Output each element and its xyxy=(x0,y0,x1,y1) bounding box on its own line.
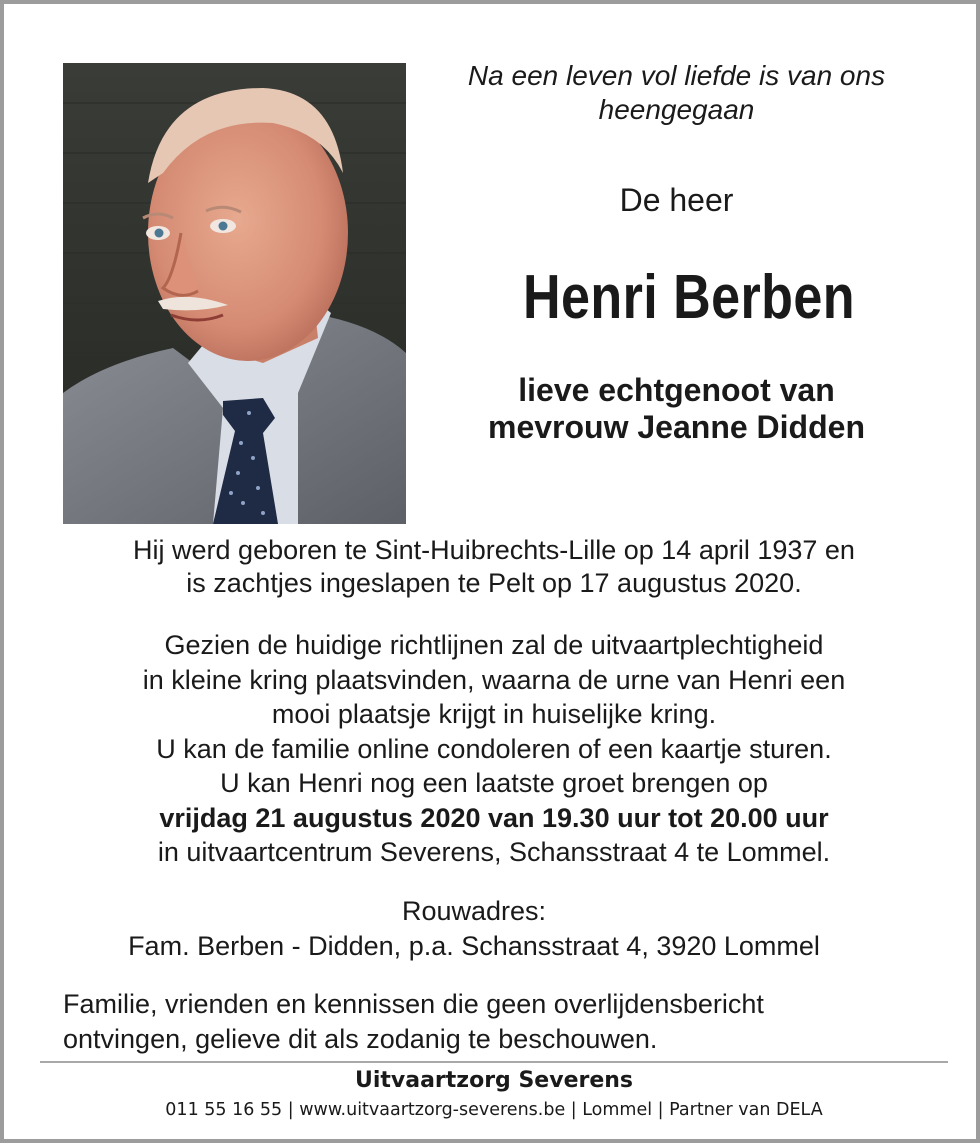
funeral-line: mooi plaatsje krijgt in huiselijke kring. xyxy=(271,699,717,729)
company-contact: 011 55 16 55 | www.uitvaartzorg-severens.be | Lommel | Partner van DELA xyxy=(165,1100,823,1120)
footer-divider xyxy=(40,1061,948,1063)
address-value: Fam. Berben - Didden, p.a. Schansstraat 4, 3920 Lommel xyxy=(128,931,820,961)
birth-death-text xyxy=(24,534,964,600)
bio-line: is zachtjes ingeslapen te Pelt op 17 augustus 2020. xyxy=(186,568,802,598)
funeral-details xyxy=(24,628,964,870)
company-name: Uitvaartzorg Severens xyxy=(354,1068,634,1093)
funeral-line: in uitvaartcentrum Severens, Schansstraat 4 te Lommel. xyxy=(157,837,831,867)
spouse-line: mevrouw Jeanne Didden xyxy=(488,409,865,445)
spouse-line: lieve echtgenoot van xyxy=(518,372,835,408)
funeral-line: in kleine kring plaatsvinden, waarna de urne van Henri een xyxy=(142,664,846,695)
bio-line: Hij werd geboren te Sint-Huibrechts-Lille op 14 april 1937 en xyxy=(133,535,855,565)
portrait-illustration xyxy=(63,63,406,524)
notice-text xyxy=(63,987,943,1057)
visitation-datetime: vrijdag 21 augustus 2020 van 19.30 uur tot 20.00 uur xyxy=(159,802,829,833)
salutation: De heer xyxy=(619,182,734,218)
spouse-text xyxy=(434,372,919,446)
address-label: Rouwadres: xyxy=(401,896,547,926)
mourning-address xyxy=(4,894,944,964)
deceased-name: Henri Berben xyxy=(522,263,856,332)
intro-line: Na een leven vol liefde is van ons xyxy=(467,60,886,91)
funeral-line: U kan Henri nog een laatste groet brengen op xyxy=(220,768,768,798)
intro-line: heengegaan xyxy=(598,94,755,125)
portrait-photo xyxy=(63,63,406,524)
funeral-line: U kan de familie online condoleren of een kaartje sturen. xyxy=(156,733,832,764)
notice-line: ontvingen, gelieve dit als zodanig te beschouwen. xyxy=(63,1024,658,1054)
funeral-line: Gezien de huidige richtlijnen zal de uitvaartplechtigheid xyxy=(164,630,824,660)
notice-line: Familie, vrienden en kennissen die geen overlijdensbericht xyxy=(63,989,764,1019)
intro-text xyxy=(429,59,924,127)
